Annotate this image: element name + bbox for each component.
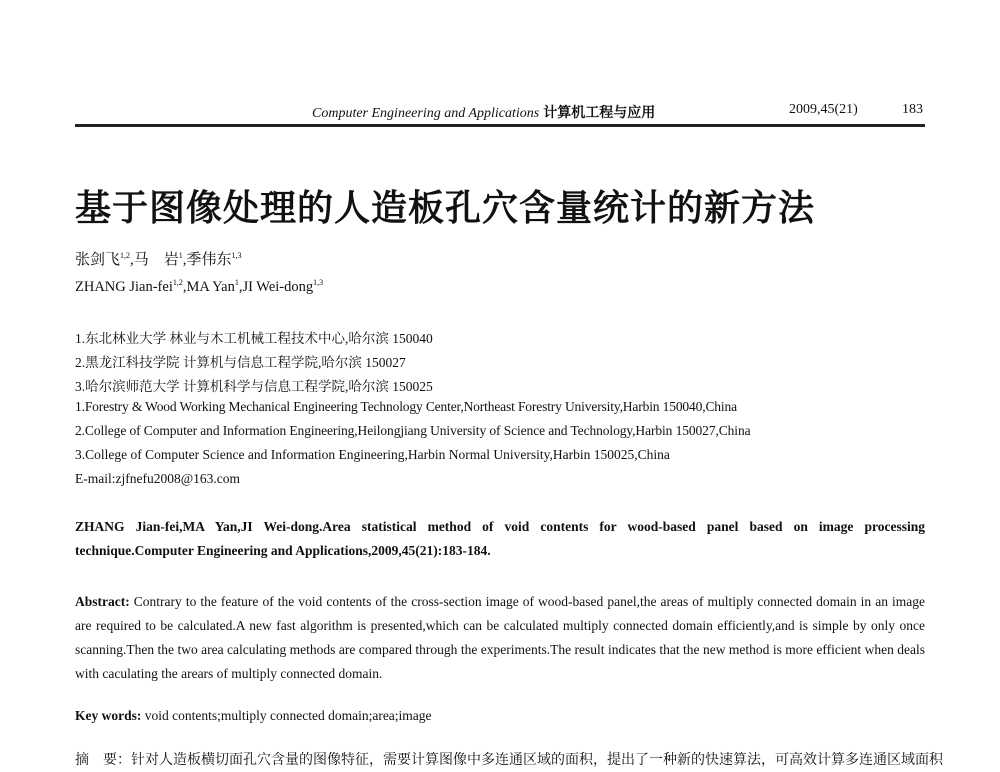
keywords xyxy=(75,708,432,724)
abstract xyxy=(75,590,925,686)
affiliation: 3.哈尔滨师范大学 计算机科学与信息工程学院,哈尔滨 150025 xyxy=(75,379,433,394)
keywords-label: Key words: xyxy=(75,708,142,723)
abstract-text: Contrary to the feature of the void contents of the cross-section image of wood-based panel,the areas of multiply connected domain in an image are required to be calculated.A new fast algorithm is presented,which can be calculated multiply connected domain efficiently,and is simple by only once scanning.Then the two area calculating methods are compared through the experiments.The result indicates that the new method is more efficient when deals with caculating the arears of multiply connected domain. xyxy=(75,594,925,681)
authors-cn: 张剑飞$^{1,2}$,马 岩$^1$,季伟东$^{1,3}$ xyxy=(75,251,242,268)
affil-sup: 1,3 xyxy=(313,278,324,287)
affiliation: 2.College of Computer and Information Engineering,Heilongjiang University of Science and Technology,Harbin 150027,China xyxy=(75,423,751,438)
abstract-label: Abstract: xyxy=(75,594,130,609)
affil-sup: 1,3 xyxy=(231,251,242,260)
affiliation: 2.黑龙江科技学院 计算机与信息工程学院,哈尔滨 150027 xyxy=(75,355,406,370)
paper-title: 基于图像处理的人造板孔穴含量统计的新方法 xyxy=(75,187,816,229)
affil-sup: 1 xyxy=(234,278,239,287)
running-header-journal xyxy=(312,102,655,122)
email: E-mail:zjfnefu2008@163.com xyxy=(75,471,241,486)
issue-number: 2009,45(21) xyxy=(789,102,858,117)
page-number: 183 xyxy=(902,102,923,117)
author: 张剑飞 xyxy=(75,252,121,268)
author: JI Wei-dong xyxy=(242,278,314,295)
author: MA Yan xyxy=(186,278,235,295)
authors-en: ZHANG Jian-fei$^{1,2}$,MA Yan$^1$,JI Wei-dong$^{1,3}$ xyxy=(75,278,324,295)
affiliation: 3.College of Computer Science and Information Engineering,Harbin Normal University,Harbin 150025,China xyxy=(75,447,670,462)
journal-name-cn: 计算机工程与应用 xyxy=(543,106,656,121)
journal-name-en: Computer Engineering and Applications xyxy=(312,106,540,121)
author: 季伟东 xyxy=(186,252,232,268)
cn-abstract-partial: 摘 要：针对人造板横切面孔穴含量的图像特征，需要计算图像中多连通区域的面积，提出了一种新的快速算法，可高效计算多连通区域面积 xyxy=(75,753,943,768)
affil-sup: 1,2 xyxy=(120,251,131,260)
affil-sup: 1 xyxy=(178,251,183,260)
affiliation: 1.Forestry & Wood Working Mechanical Engineering Technology Center,Northeast Forestry University,Harbin 150040,China xyxy=(75,399,737,414)
affiliation: 1.东北林业大学 林业与木工机械工程技术中心,哈尔滨 150040 xyxy=(75,331,433,346)
citation: ZHANG Jian-fei,MA Yan,JI Wei-dong.Area statistical method of void contents for wood-based panel based on image processing technique.Computer Engineering and Applications,2009,45(21):183-184. xyxy=(75,519,925,558)
affil-sup: 1,2 xyxy=(172,278,183,287)
keywords-text: void contents;multiply connected domain;area;image xyxy=(144,708,432,723)
header-rule xyxy=(75,124,925,127)
author: 马 岩 xyxy=(133,252,179,268)
author: ZHANG Jian-fei xyxy=(75,278,173,295)
